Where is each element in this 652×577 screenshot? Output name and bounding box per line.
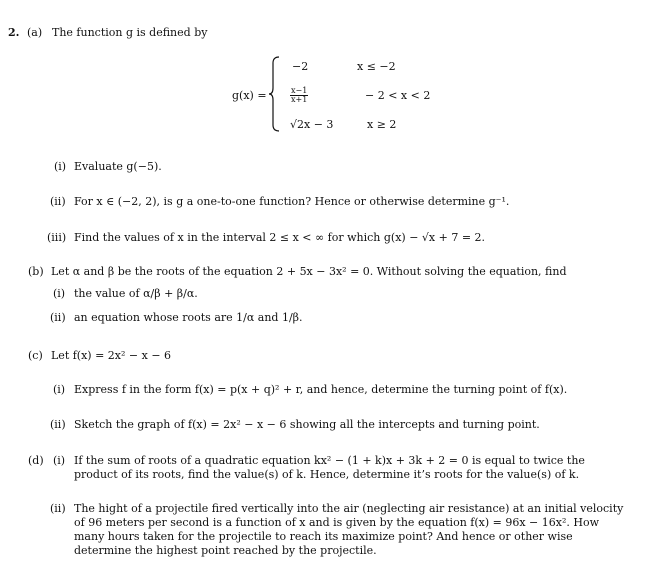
case-2-fraction	[290, 87, 308, 104]
a-i-text: Evaluate g(−5).	[74, 160, 162, 173]
c-ii-label: (ii)	[50, 418, 66, 431]
d-i-label: (i)	[53, 454, 66, 467]
part-d-label: (d)	[28, 454, 44, 467]
case-3-cond: x ≥ 2	[367, 118, 397, 131]
case-2-cond: − 2 < x < 2	[365, 89, 431, 102]
b-i-label: (i)	[53, 287, 66, 300]
a-iii-label: (iii)	[47, 231, 67, 244]
d-i-text: If the sum of roots of a quadratic equation kx² − (1 + k)x + 3k + 2 = 0 is equal to twice the product of its roots, find the value(s) of k. Hence, determine it’s roots for the value(s) of k.	[74, 454, 585, 481]
c-i-label: (i)	[53, 383, 66, 396]
a-iii-text: Find the values of x in the interval 2 ≤ x < ∞ for which g(x) − √x + 7 = 2.	[74, 231, 486, 244]
b-ii-text: an equation whose roots are 1/α and 1/β.	[74, 311, 303, 324]
a-ii-text: For x ∈ (−2, 2), is g a one-to-one function? Hence or otherwise determine g⁻¹.	[74, 195, 510, 208]
question-number: 2.	[8, 26, 20, 39]
part-c-intro: Let f(x) = 2x² − x − 6	[51, 349, 172, 362]
function-lhs: g(x) =	[232, 89, 267, 102]
part-b-intro: Let α and β be the roots of the equation 2 + 5x − 3x² = 0. Without solving the equation, find	[51, 265, 567, 278]
case-2-numerator: x−1	[291, 86, 308, 95]
a-ii-label: (ii)	[50, 195, 66, 208]
part-b-label: (b)	[28, 265, 44, 278]
case-2-denominator: x+1	[291, 95, 308, 104]
part-c-label: (c)	[28, 349, 43, 362]
a-i-label: (i)	[54, 160, 67, 173]
case-1-expr: −2	[292, 60, 309, 73]
b-i-text: the value of α/β + β/α.	[74, 287, 198, 300]
b-ii-label: (ii)	[50, 311, 66, 324]
case-3-expr: √2x − 3	[290, 118, 334, 131]
d-ii-text: The hight of a projectile fired vertically into the air (neglecting air resistance) at an initial velocity of 96 meters per second is a function of x and is given by the equation f(x) = 96x − 16x². How many hours taken for the projectile to reach its maximize point? And hence or other wise determine the highest point reached by the projectile.	[74, 502, 624, 557]
case-1-cond: x ≤ −2	[357, 60, 396, 73]
left-brace-icon	[268, 56, 282, 132]
c-i-text: Express f in the form f(x) = p(x + q)² + r, and hence, determine the turning point of f(x).	[74, 383, 568, 396]
c-ii-text: Sketch the graph of f(x) = 2x² − x − 6 showing all the intercepts and turning point.	[74, 418, 540, 431]
part-a-label: (a)	[27, 26, 43, 39]
d-ii-label: (ii)	[50, 502, 66, 515]
part-a-intro: The function g is defined by	[52, 26, 208, 39]
